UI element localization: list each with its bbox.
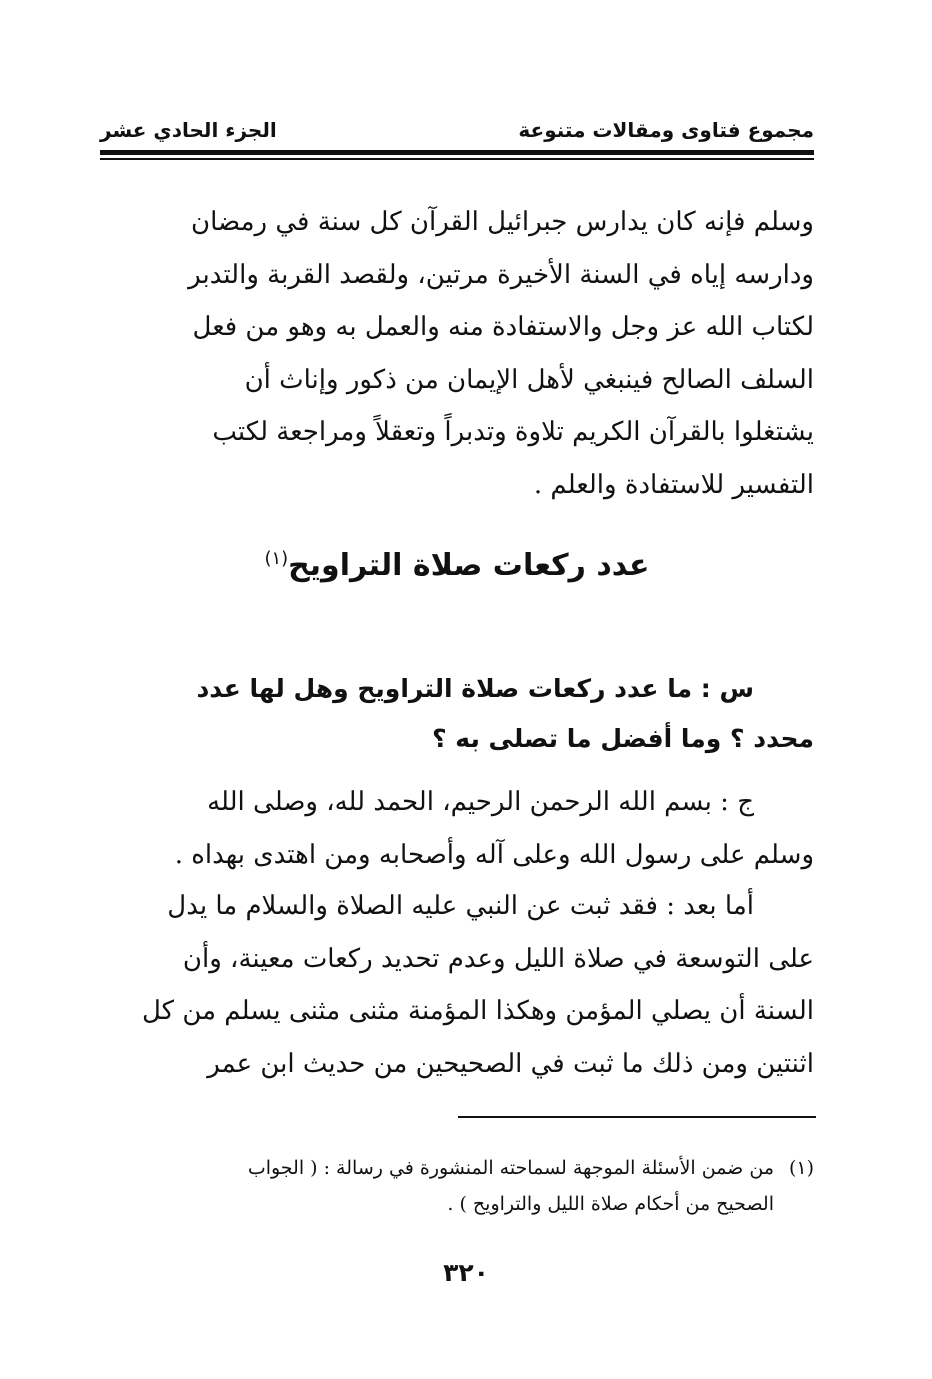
paragraph-intro — [100, 196, 814, 511]
header-rule-thick — [100, 150, 814, 155]
text-line: وسلم فإنه كان يدارس جبرائيل القرآن كل سنة في رمضان — [191, 207, 814, 237]
header-book-title: مجموع فتاوى ومقالات متنوعة — [518, 118, 814, 142]
text-line: لكتاب الله عز وجل والاستفادة منه والعمل به وهو من فعل — [192, 312, 814, 342]
text-line: السنة أن يصلي المؤمن وهكذا المؤمنة مثنى مثنى يسلم من كل — [141, 996, 814, 1026]
footnote-text-1: من ضمن الأسئلة الموجهة لسماحته المنشورة في رسالة : ( الجواب — [247, 1157, 774, 1179]
section-title: عدد ركعات صلاة التراويح — [288, 548, 650, 583]
question-line: س : ما عدد ركعات صلاة التراويح وهل لها عدد — [196, 674, 754, 703]
question-line: محدد ؟ وما أفضل ما تصلى به ؟ — [432, 724, 814, 753]
header-rule-thin — [100, 158, 814, 160]
section-heading — [100, 548, 814, 583]
footnote-mark: (١) — [788, 1157, 814, 1179]
page-number: ٣٢٠ — [443, 1258, 489, 1287]
footnote-reference: (١) — [264, 548, 289, 569]
question-block — [100, 664, 814, 764]
text-line: أما بعد : فقد ثبت عن النبي عليه الصلاة والسلام ما يدل — [167, 891, 754, 921]
text-line: السلف الصالح فينبغي لأهل الإيمان من ذكور وإناث أن — [244, 364, 814, 395]
answer-block — [100, 776, 814, 881]
answer-line: وسلم على رسول الله وعلى آله وأصحابه ومن اهتدى بهداه . — [174, 839, 814, 870]
footnote-separator — [458, 1116, 816, 1118]
text-line: اثنتين ومن ذلك ما ثبت في الصحيحين من حديث ابن عمر — [207, 1048, 814, 1079]
footnote-text-2: الصحيح من أحكام صلاة الليل والتراويح ) . — [447, 1193, 774, 1215]
paragraph-main — [100, 880, 814, 1090]
footnote-line — [100, 1150, 814, 1186]
text-line: يشتغلوا بالقرآن الكريم تلاوة وتدبراً وتعقلاً ومراجعة لكتب — [212, 417, 814, 447]
running-header — [100, 112, 814, 148]
text-line: ودارسه إياه في السنة الأخيرة مرتين، ولقصد القربة والتدبر — [188, 259, 814, 290]
text-line: على التوسعة في صلاة الليل وعدم تحديد ركعات معينة، وأن — [182, 943, 814, 974]
header-volume-title: الجزء الحادي عشر — [100, 118, 277, 142]
text-line: التفسير للاستفادة والعلم . — [533, 469, 814, 500]
footnote — [100, 1150, 814, 1222]
answer-line: ج : بسم الله الرحمن الرحيم، الحمد لله، وصلى الله — [207, 787, 754, 817]
